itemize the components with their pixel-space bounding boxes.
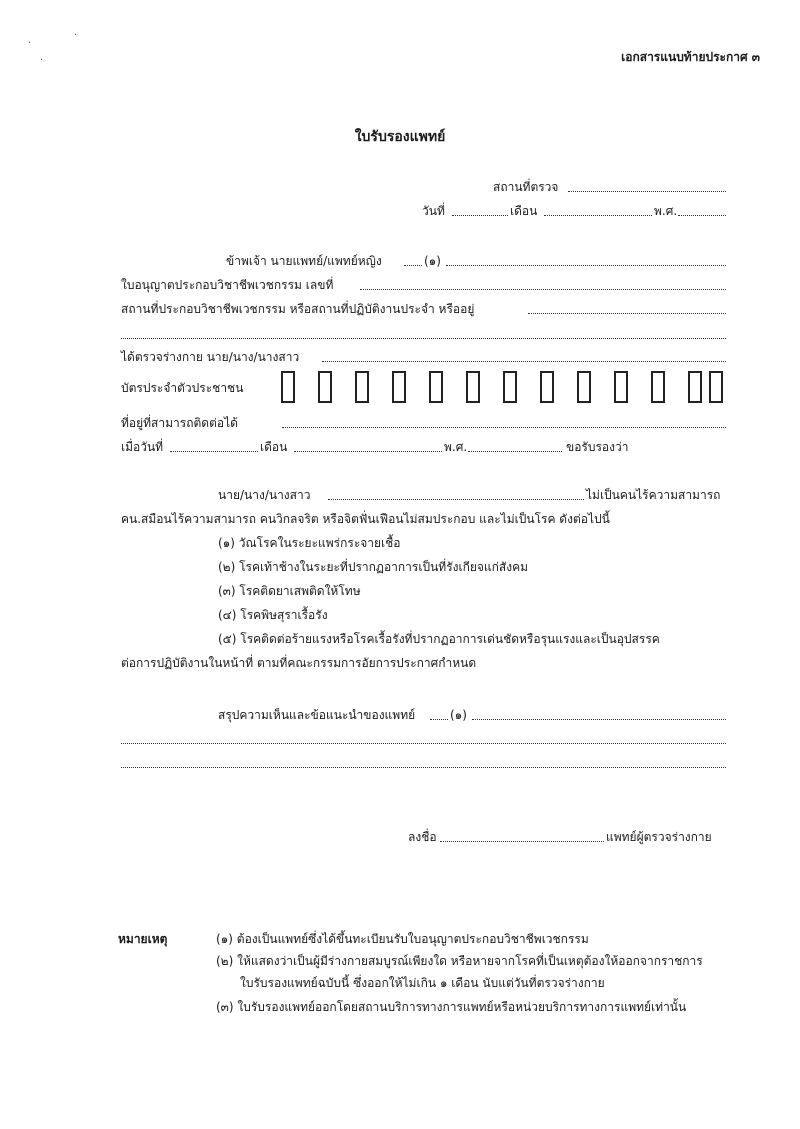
contact-label: ที่อยู่ที่สามารถติดต่อได้: [121, 416, 238, 430]
signature-label: ลงชื่อ: [408, 830, 437, 844]
scan-speck: ·: [28, 38, 32, 49]
exam-date-label: เมื่อวันที่: [121, 440, 164, 454]
scan-speck: ·: [40, 55, 44, 66]
id-digit-box[interactable]: [281, 371, 295, 403]
note-item: (๓) ใบรับรองแพทย์ออกโดยสถานบริการทางการแพทย์หรือหน่วยบริการทางการแพทย์เท่านั้น: [216, 1000, 687, 1014]
examinee-name-field[interactable]: [322, 361, 726, 362]
opinion-ref: (๑): [450, 708, 467, 722]
workplace-field[interactable]: [528, 313, 726, 314]
workplace-field-cont[interactable]: [121, 338, 726, 339]
note-item: (๑) ต้องเป็นแพทย์ซึ่งได้ขึ้นทะเบียนรับใบอนุญาตประกอบวิชาชีพเวชกรรม: [216, 932, 589, 946]
disease-item: (๔) โรคพิษสุราเรื้อรัง: [218, 608, 328, 622]
id-digit-box[interactable]: [540, 371, 554, 403]
disease-item: (๑) วัณโรคในระยะแพร่กระจายเชื้อ: [218, 536, 401, 550]
opinion-field[interactable]: [472, 719, 726, 720]
examined-label: ได้ตรวจร่างกาย นาย/นาง/นางสาว: [121, 350, 300, 364]
place-label: สถานที่ตรวจ: [493, 180, 559, 194]
annex-label: เอกสารแนบท้ายประกาศ ๓: [621, 50, 760, 64]
statement-name-field[interactable]: [328, 499, 584, 500]
disease-item: (๕) โรคติดต่อร้ายแรงหรือโรคเรื้อรังที่ปรากฏอาการเด่นชัดหรือรุนแรงและเป็นอุปสรรค: [218, 632, 660, 646]
notes-label: หมายเหตุ: [118, 932, 168, 946]
doctor-name-label: ข้าพเจ้า นายแพทย์/แพทย์หญิง: [226, 254, 382, 268]
disease-item-cont: ต่อการปฏิบัติงานในหน้าที่ ตามที่คณะกรรมการอัยการประกาศกำหนด: [121, 656, 477, 670]
note-item: (๒) ให้แสดงว่าเป็นผู้มีร่างกายสมบูรณ์เพียงใด หรือหายจากโรคที่เป็นเหตุต้องให้ออกจากราชการ: [216, 954, 703, 968]
date-year-label: พ.ศ.: [654, 204, 678, 218]
opinion-field[interactable]: [430, 719, 448, 720]
place-field[interactable]: [568, 191, 726, 192]
id-digit-box[interactable]: [429, 371, 443, 403]
license-field[interactable]: [360, 289, 726, 290]
exam-year-field[interactable]: [468, 451, 562, 452]
workplace-label: สถานที่ประกอบวิชาชีพเวชกรรม หรือสถานที่ปฏิบัติงานประจำ หรืออยู่: [121, 302, 475, 316]
contact-field[interactable]: [282, 427, 726, 428]
exam-day-field[interactable]: [170, 451, 258, 452]
doctor-name-field[interactable]: [404, 265, 422, 266]
exam-year-label: พ.ศ.: [444, 440, 468, 454]
doctor-ref-1: (๑): [424, 254, 441, 268]
opinion-field-line[interactable]: [121, 767, 726, 768]
note-item-cont: ใบรับรองแพทย์ฉบับนี้ ซึ่งออกให้ไม่เกิน ๑ เดือน นับแต่วันที่ตรวจร่างกาย: [240, 976, 605, 990]
statement-name-label: นาย/นาง/นางสาว: [218, 488, 311, 502]
date-day-field[interactable]: [452, 215, 508, 216]
signature-title: แพทย์ผู้ตรวจร่างกาย: [606, 830, 712, 844]
id-digit-box[interactable]: [577, 371, 591, 403]
exam-month-label: เดือน: [260, 440, 288, 454]
id-digit-box[interactable]: [318, 371, 332, 403]
date-month-label: เดือน: [510, 204, 538, 218]
id-card-label: บัตรประจำตัวประชาชน: [121, 381, 244, 395]
statement-capacity-text: ไม่เป็นคนไร้ความสามารถ: [586, 488, 721, 502]
id-digit-box[interactable]: [466, 371, 480, 403]
certify-label: ขอรับรองว่า: [566, 440, 629, 454]
opinion-label: สรุปความเห็นและข้อแนะนำของแพทย์: [218, 708, 416, 722]
opinion-field-line[interactable]: [121, 743, 726, 744]
id-digit-box[interactable]: [709, 371, 723, 403]
id-digit-box[interactable]: [355, 371, 369, 403]
id-digit-box[interactable]: [503, 371, 517, 403]
doctor-name-field[interactable]: [446, 265, 726, 266]
id-digit-box[interactable]: [688, 371, 702, 403]
date-month-field[interactable]: [544, 215, 652, 216]
id-digit-box[interactable]: [651, 371, 665, 403]
statement-text: คน.สมือนไร้ความสามารถ คนวิกลจริต หรือจิตฟั่นเฟือนไม่สมประกอบ และไม่เป็นโรค ดังต่อไปนี้: [121, 512, 610, 526]
id-digit-box[interactable]: [392, 371, 406, 403]
disease-item: (๓) โรคติดยาเสพติดให้โทษ: [218, 584, 361, 598]
exam-month-field[interactable]: [294, 451, 442, 452]
disease-item: (๒) โรคเท้าช้างในระยะที่ปรากฏอาการเป็นที่รังเกียจแก่สังคม: [218, 560, 529, 574]
signature-field[interactable]: [440, 841, 604, 842]
page-title: ใบรับรองแพทย์: [354, 129, 446, 145]
date-day-label: วันที่: [422, 204, 445, 218]
scan-speck: ·: [74, 30, 78, 41]
license-label: ใบอนุญาตประกอบวิชาชีพเวชกรรม เลขที่: [121, 278, 334, 292]
date-year-field[interactable]: [678, 215, 726, 216]
id-digit-box[interactable]: [614, 371, 628, 403]
